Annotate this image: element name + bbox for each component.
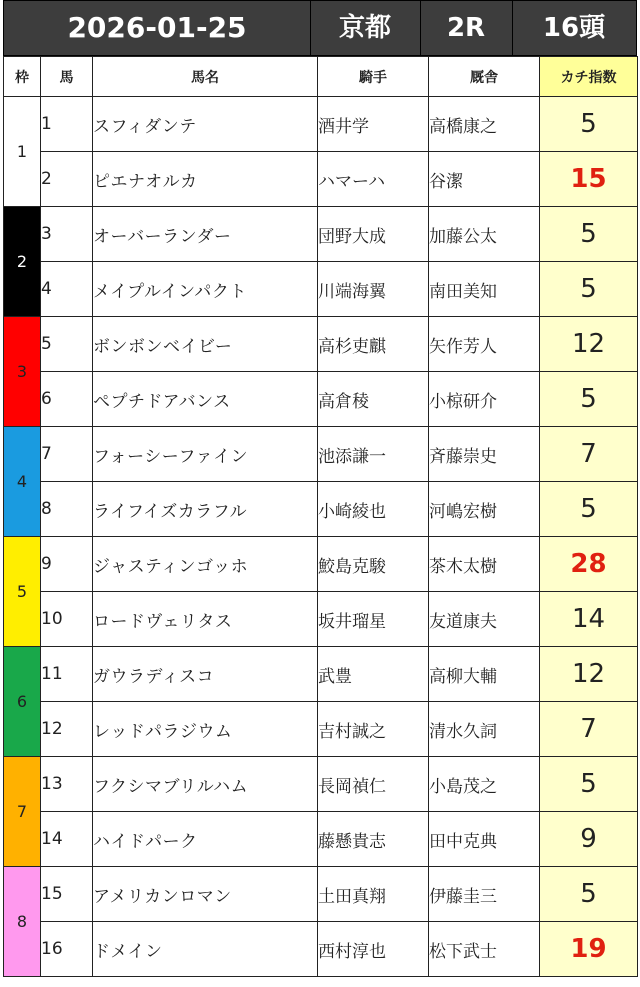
kachi-index: 5 xyxy=(540,482,638,537)
waku-cell: 3 xyxy=(4,317,41,427)
race-number: 2R xyxy=(420,1,513,55)
kachi-index: 14 xyxy=(540,592,638,647)
table-row xyxy=(4,372,638,427)
horse-number: 16 xyxy=(41,922,93,977)
table-row xyxy=(4,757,638,812)
horse-name: アメリカンロマン xyxy=(93,867,318,922)
horse-number: 10 xyxy=(41,592,93,647)
entries-body xyxy=(4,97,638,977)
horse-number: 5 xyxy=(41,317,93,372)
horse-number: 8 xyxy=(41,482,93,537)
jockey-name: 西村淳也 xyxy=(318,922,429,977)
table-row xyxy=(4,97,638,152)
jockey-name: 高杉吏麒 xyxy=(318,317,429,372)
table-row xyxy=(4,647,638,702)
kachi-index: 15 xyxy=(540,152,638,207)
table-row xyxy=(4,702,638,757)
waku-cell: 4 xyxy=(4,427,41,537)
column-header-trainer: 厩舎 xyxy=(429,57,540,97)
jockey-name: 川端海翼 xyxy=(318,262,429,317)
table-row xyxy=(4,317,638,372)
jockey-name: 藤懸貴志 xyxy=(318,812,429,867)
horse-number: 14 xyxy=(41,812,93,867)
trainer-name: 斉藤崇史 xyxy=(429,427,540,482)
trainer-name: 松下武士 xyxy=(429,922,540,977)
horse-name: ライフイズカラフル xyxy=(93,482,318,537)
jockey-name: 池添謙一 xyxy=(318,427,429,482)
column-header-waku: 枠 xyxy=(4,57,41,97)
kachi-index: 9 xyxy=(540,812,638,867)
horse-number: 6 xyxy=(41,372,93,427)
horse-number: 4 xyxy=(41,262,93,317)
kachi-index: 5 xyxy=(540,867,638,922)
table-row xyxy=(4,152,638,207)
table-row xyxy=(4,812,638,867)
horse-name: ジャスティンゴッホ xyxy=(93,537,318,592)
table-row xyxy=(4,427,638,482)
trainer-name: 小島茂之 xyxy=(429,757,540,812)
trainer-name: 清水久詞 xyxy=(429,702,540,757)
horse-name: スフィダンテ xyxy=(93,97,318,152)
jockey-name: 小崎綾也 xyxy=(318,482,429,537)
jockey-name: 吉村誠之 xyxy=(318,702,429,757)
table-row xyxy=(4,867,638,922)
horse-name: ガウラディスコ xyxy=(93,647,318,702)
horse-name: レッドパラジウム xyxy=(93,702,318,757)
trainer-name: 伊藤圭三 xyxy=(429,867,540,922)
horse-number: 15 xyxy=(41,867,93,922)
trainer-name: 小椋研介 xyxy=(429,372,540,427)
runner-count: 16頭 xyxy=(542,13,606,43)
horse-name: ロードヴェリタス xyxy=(93,592,318,647)
horse-number: 2 xyxy=(41,152,93,207)
jockey-name: 土田真翔 xyxy=(318,867,429,922)
horse-name: ドメイン xyxy=(93,922,318,977)
kachi-index: 12 xyxy=(540,647,638,702)
horse-number: 3 xyxy=(41,207,93,262)
table-row xyxy=(4,482,638,537)
kachi-index: 5 xyxy=(540,262,638,317)
waku-cell: 2 xyxy=(4,207,41,317)
jockey-name: 坂井瑠星 xyxy=(318,592,429,647)
race-header xyxy=(3,0,637,56)
jockey-name: 団野大成 xyxy=(318,207,429,262)
kachi-index: 5 xyxy=(540,207,638,262)
waku-cell: 6 xyxy=(4,647,41,757)
horse-name: ペプチドアバンス xyxy=(93,372,318,427)
trainer-name: 高柳大輔 xyxy=(429,647,540,702)
horse-name: ボンボンベイビー xyxy=(93,317,318,372)
horse-number: 11 xyxy=(41,647,93,702)
trainer-name: 高橋康之 xyxy=(429,97,540,152)
kachi-index: 7 xyxy=(540,427,638,482)
jockey-name: 酒井学 xyxy=(318,97,429,152)
kachi-index: 5 xyxy=(540,757,638,812)
column-header-row xyxy=(4,57,638,97)
jockey-name: 鮫島克駿 xyxy=(318,537,429,592)
table-row xyxy=(4,922,638,977)
horse-name: ハイドパーク xyxy=(93,812,318,867)
trainer-name: 友道康夫 xyxy=(429,592,540,647)
kachi-index: 12 xyxy=(540,317,638,372)
kachi-index: 19 xyxy=(540,922,638,977)
column-header-kachi: カチ指数 xyxy=(540,57,638,97)
trainer-name: 南田美知 xyxy=(429,262,540,317)
column-header-uma: 馬 xyxy=(41,57,93,97)
horse-name: メイプルインパクト xyxy=(93,262,318,317)
column-header-name: 馬名 xyxy=(93,57,318,97)
kachi-index: 5 xyxy=(540,97,638,152)
horse-number: 12 xyxy=(41,702,93,757)
table-row xyxy=(4,262,638,317)
waku-cell: 8 xyxy=(4,867,41,977)
horse-name: ピエナオルカ xyxy=(93,152,318,207)
horse-number: 9 xyxy=(41,537,93,592)
waku-cell: 7 xyxy=(4,757,41,867)
horse-number: 1 xyxy=(41,97,93,152)
kachi-index: 28 xyxy=(540,537,638,592)
column-header-jockey: 騎手 xyxy=(318,57,429,97)
horse-number: 7 xyxy=(41,427,93,482)
kachi-index: 5 xyxy=(540,372,638,427)
jockey-name: 長岡禎仁 xyxy=(318,757,429,812)
race-venue: 京都 xyxy=(310,1,421,55)
horse-name: フクシマブリルハム xyxy=(93,757,318,812)
jockey-name: ハマーハ xyxy=(318,152,429,207)
kachi-index: 7 xyxy=(540,702,638,757)
trainer-name: 田中克典 xyxy=(429,812,540,867)
entries-table xyxy=(3,56,638,977)
trainer-name: 谷潔 xyxy=(429,152,540,207)
table-row xyxy=(4,207,638,262)
trainer-name: 矢作芳人 xyxy=(429,317,540,372)
waku-cell: 5 xyxy=(4,537,41,647)
trainer-name: 加藤公太 xyxy=(429,207,540,262)
horse-name: フォーシーファイン xyxy=(93,427,318,482)
waku-cell: 1 xyxy=(4,97,41,207)
horse-number: 13 xyxy=(41,757,93,812)
jockey-name: 武豊 xyxy=(318,647,429,702)
table-row xyxy=(4,537,638,592)
horse-name: オーバーランダー xyxy=(93,207,318,262)
trainer-name: 茶木太樹 xyxy=(429,537,540,592)
trainer-name: 河嶋宏樹 xyxy=(429,482,540,537)
table-row xyxy=(4,592,638,647)
jockey-name: 高倉稜 xyxy=(318,372,429,427)
race-date: 2026-01-25 xyxy=(4,1,311,55)
